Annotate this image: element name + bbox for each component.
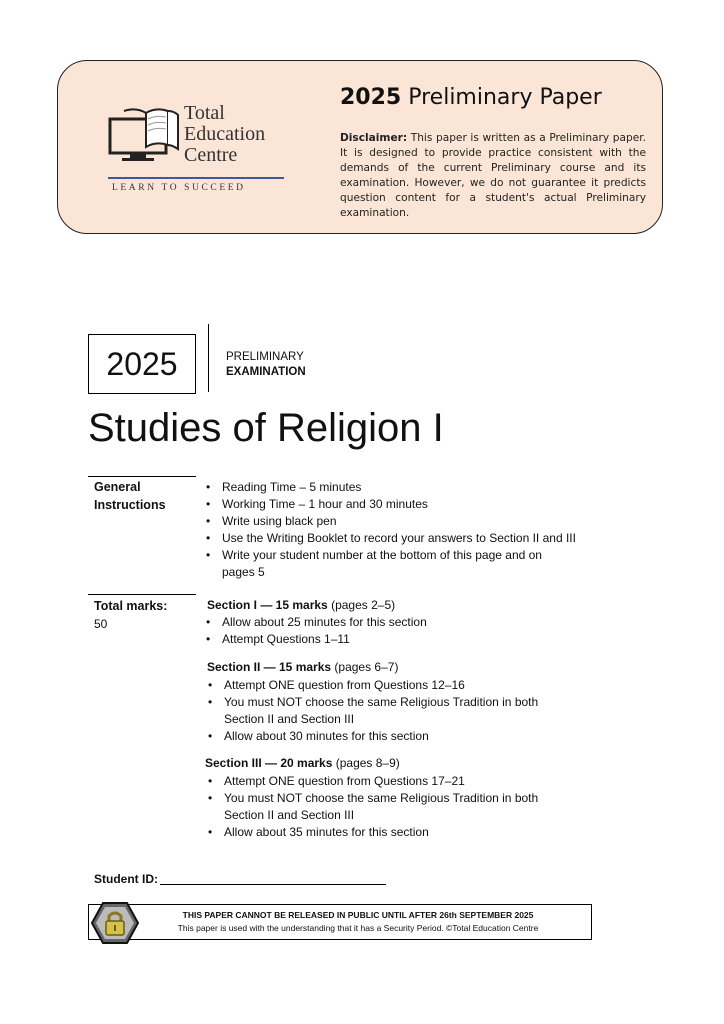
section-2-pages: (pages 6–7): [334, 660, 399, 674]
disclaimer-text: This paper is written as a Preliminary paper. It is designed to provide practice consistent with the demands of the current Preliminary course and its examination. However, we do not guarantee it predicts question content for a student's actual Preliminary examination.: [340, 132, 646, 219]
section-3-pages: (pages 8–9): [335, 756, 400, 770]
exam-type-line-1: PRELIMINARY: [226, 351, 304, 363]
total-marks-label: Total marks:: [94, 599, 168, 613]
logo-line-1: Total: [184, 102, 225, 124]
section-2-heading: [207, 659, 398, 676]
security-line-1: THIS PAPER CANNOT BE RELEASED IN PUBLIC UNTIL AFTER 26th SEPTEMBER 2025: [182, 910, 534, 920]
logo-line-2: Education: [184, 123, 266, 145]
list-item: • Allow about 35 minutes for this section: [206, 824, 566, 841]
list-item: • Allow about 30 minutes for this section: [206, 728, 566, 745]
general-rule: [88, 476, 196, 477]
exam-type: [226, 350, 306, 380]
list-item: • You must NOT choose the same Religious Tradition in both Section II and Section III: [206, 790, 544, 824]
marks-rule: [88, 594, 196, 595]
section-1-pages: (pages 2–5): [331, 598, 396, 612]
banner-title-year: 2025: [340, 85, 402, 110]
list-item: • Attempt Questions 1–11: [204, 631, 584, 648]
disclaimer-label: Disclaimer:: [340, 132, 408, 144]
list-item: • Write your student number at the bottom of this page and on pages 5: [204, 547, 562, 581]
section-2-list: [206, 677, 566, 745]
total-marks-value: 50: [94, 617, 108, 631]
section-3-title: Section III — 20 marks: [205, 756, 333, 770]
logo-rule: [108, 177, 284, 179]
section-1-list: [204, 614, 584, 648]
header-banner: [57, 60, 663, 234]
vertical-divider: [208, 324, 209, 392]
section-3-list: [206, 773, 566, 841]
list-item: • Attempt ONE question from Questions 17–21: [206, 773, 566, 790]
section-3-heading: [205, 755, 400, 772]
logo-tagline: LEARN TO SUCCEED: [112, 183, 246, 193]
general-label: [94, 478, 166, 514]
list-item: • Attempt ONE question from Questions 12–16: [206, 677, 566, 694]
section-1-title: Section I — 15 marks: [207, 598, 328, 612]
exam-type-line-2: EXAMINATION: [226, 366, 306, 378]
section-1-heading: [207, 597, 395, 614]
disclaimer: [340, 131, 646, 221]
general-label-line-1: General: [94, 480, 141, 494]
banner-title-text: Preliminary Paper: [408, 85, 602, 110]
list-item: • Allow about 25 minutes for this section: [204, 614, 584, 631]
student-id-field[interactable]: [160, 884, 386, 885]
list-item: • Reading Time – 5 minutes: [204, 479, 604, 496]
list-item: • You must NOT choose the same Religious Tradition in both Section II and Section III: [206, 694, 544, 728]
list-item: • Working Time – 1 hour and 30 minutes: [204, 496, 604, 513]
general-instructions-list: [204, 479, 604, 581]
banner-title: [340, 85, 602, 110]
security-notice: [88, 904, 592, 940]
book-monitor-icon: [108, 105, 184, 167]
section-2-title: Section II — 15 marks: [207, 660, 332, 674]
subject-title: Studies of Religion I: [88, 406, 444, 450]
list-item: • Write using black pen: [204, 513, 604, 530]
general-label-line-2: Instructions: [94, 498, 166, 512]
tec-logo: [108, 101, 288, 201]
logo-line-3: Centre: [184, 144, 238, 166]
year-box: 2025: [88, 334, 196, 394]
list-item: • Use the Writing Booklet to record your answers to Section II and III: [204, 530, 604, 547]
security-line-2: This paper is used with the understanding that it has a Security Period. ©Total Education Centre: [177, 923, 539, 933]
student-id-label: Student ID:: [94, 872, 158, 886]
